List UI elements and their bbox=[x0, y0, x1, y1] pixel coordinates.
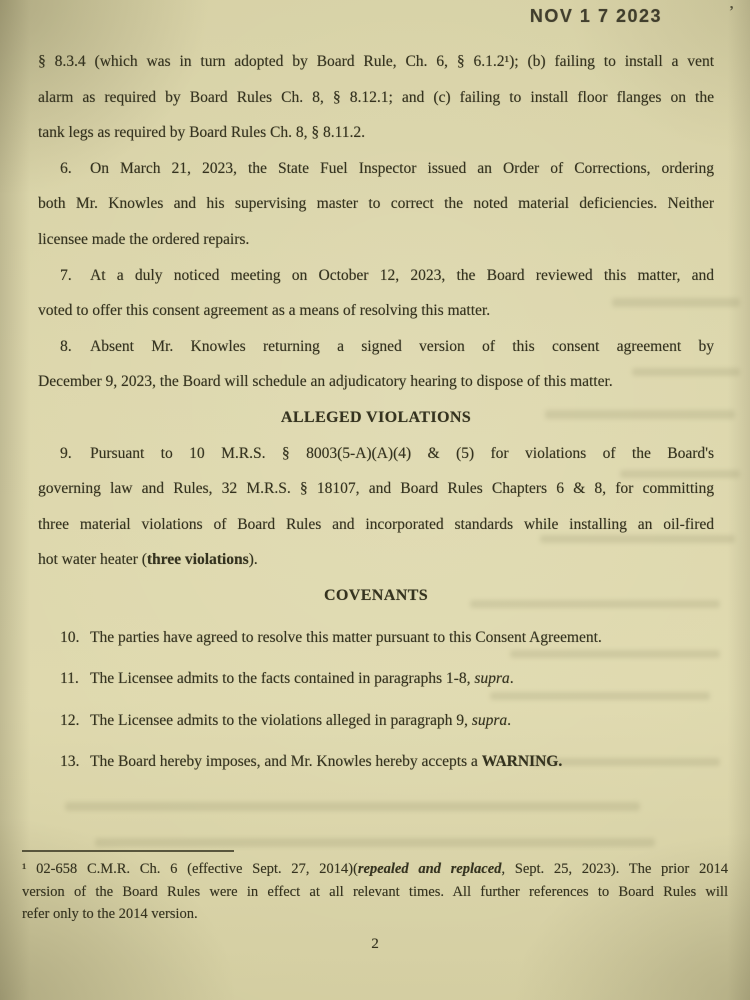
footnote-separator bbox=[22, 850, 234, 852]
text-line: three material violations of Board Rules and incorporated standards while installing an oil-fired bbox=[38, 515, 714, 533]
text-line: 9. Pursuant to 10 M.R.S. § 8003(5-A)(A)(4) & (5) for violations of the Board's bbox=[60, 444, 714, 462]
text-line: licensee made the ordered repairs. bbox=[38, 230, 250, 248]
paragraph-13 bbox=[38, 744, 714, 780]
text-line: governing law and Rules, 32 M.R.S. § 18107, and Board Rules Chapters 6 & 8, for committing bbox=[38, 480, 714, 498]
paragraph-12 bbox=[38, 703, 714, 739]
text-line: 6. On March 21, 2023, the State Fuel Inspector issued an Order of Corrections, ordering bbox=[60, 159, 714, 177]
date-received-stamp: NOV 1 7 2023 bbox=[529, 6, 662, 26]
paragraph-11 bbox=[38, 661, 714, 697]
text-line: 7. At a duly noticed meeting on October 12, 2023, the Board reviewed this matter, and bbox=[60, 266, 714, 284]
paragraph-9 bbox=[38, 436, 714, 578]
text-line: December 9, 2023, the Board will schedule an adjudicatory hearing to dispose of this matter. bbox=[38, 373, 613, 391]
page-number: 2 bbox=[371, 936, 379, 952]
text-line: 8. Absent Mr. Knowles returning a signed version of this consent agreement by bbox=[60, 337, 714, 355]
paragraph-10 bbox=[38, 620, 714, 656]
paragraph-continuation bbox=[38, 44, 714, 151]
text-line: 11. The Licensee admits to the facts contained in paragraphs 1-8, supra. bbox=[60, 670, 514, 688]
text-line: 12. The Licensee admits to the violations alleged in paragraph 9, supra. bbox=[60, 711, 511, 729]
document-body bbox=[38, 44, 714, 780]
scan-artifact-mark: ʼ bbox=[729, 4, 734, 20]
bleed-through-artifact bbox=[95, 838, 655, 847]
text-line: 13. The Board hereby imposes, and Mr. Knowles hereby accepts a WARNING. bbox=[60, 753, 563, 771]
section-heading-covenants: COVENANTS bbox=[323, 586, 429, 604]
bleed-through-artifact bbox=[65, 802, 640, 811]
footnote bbox=[22, 850, 728, 926]
text-line: both Mr. Knowles and his supervising master to correct the noted material deficiencies. Neither bbox=[38, 195, 714, 213]
footnote-text bbox=[22, 858, 728, 926]
section-heading-alleged-violations: ALLEGED VIOLATIONS bbox=[280, 408, 472, 426]
text-line: 10. The parties have agreed to resolve this matter pursuant to this Consent Agreement. bbox=[60, 628, 602, 646]
text-line: voted to offer this consent agreement as a means of resolving this matter. bbox=[38, 302, 491, 320]
text-line: refer only to the 2014 version. bbox=[22, 906, 198, 922]
text-line: alarm as required by Board Rules Ch. 8, § 8.12.1; and (c) failing to install floor flanges on the bbox=[38, 88, 714, 106]
text-line: § 8.3.4 (which was in turn adopted by Board Rule, Ch. 6, § 6.1.2¹); (b) failing to install a vent bbox=[38, 53, 714, 70]
text-line: ¹ 02-658 C.M.R. Ch. 6 (effective Sept. 27, 2014)(repealed and replaced, Sept. 25, 2023). The prior 2014 bbox=[22, 861, 728, 877]
text-line: hot water heater (three violations). bbox=[38, 551, 258, 569]
paragraph-7 bbox=[38, 258, 714, 329]
text-line: version of the Board Rules were in effect at all relevant times. All further references to Board Rules will bbox=[22, 883, 728, 900]
paragraph-8 bbox=[38, 329, 714, 400]
paragraph-6 bbox=[38, 151, 714, 258]
text-line: tank legs as required by Board Rules Ch. 8, § 8.11.2. bbox=[38, 124, 366, 142]
